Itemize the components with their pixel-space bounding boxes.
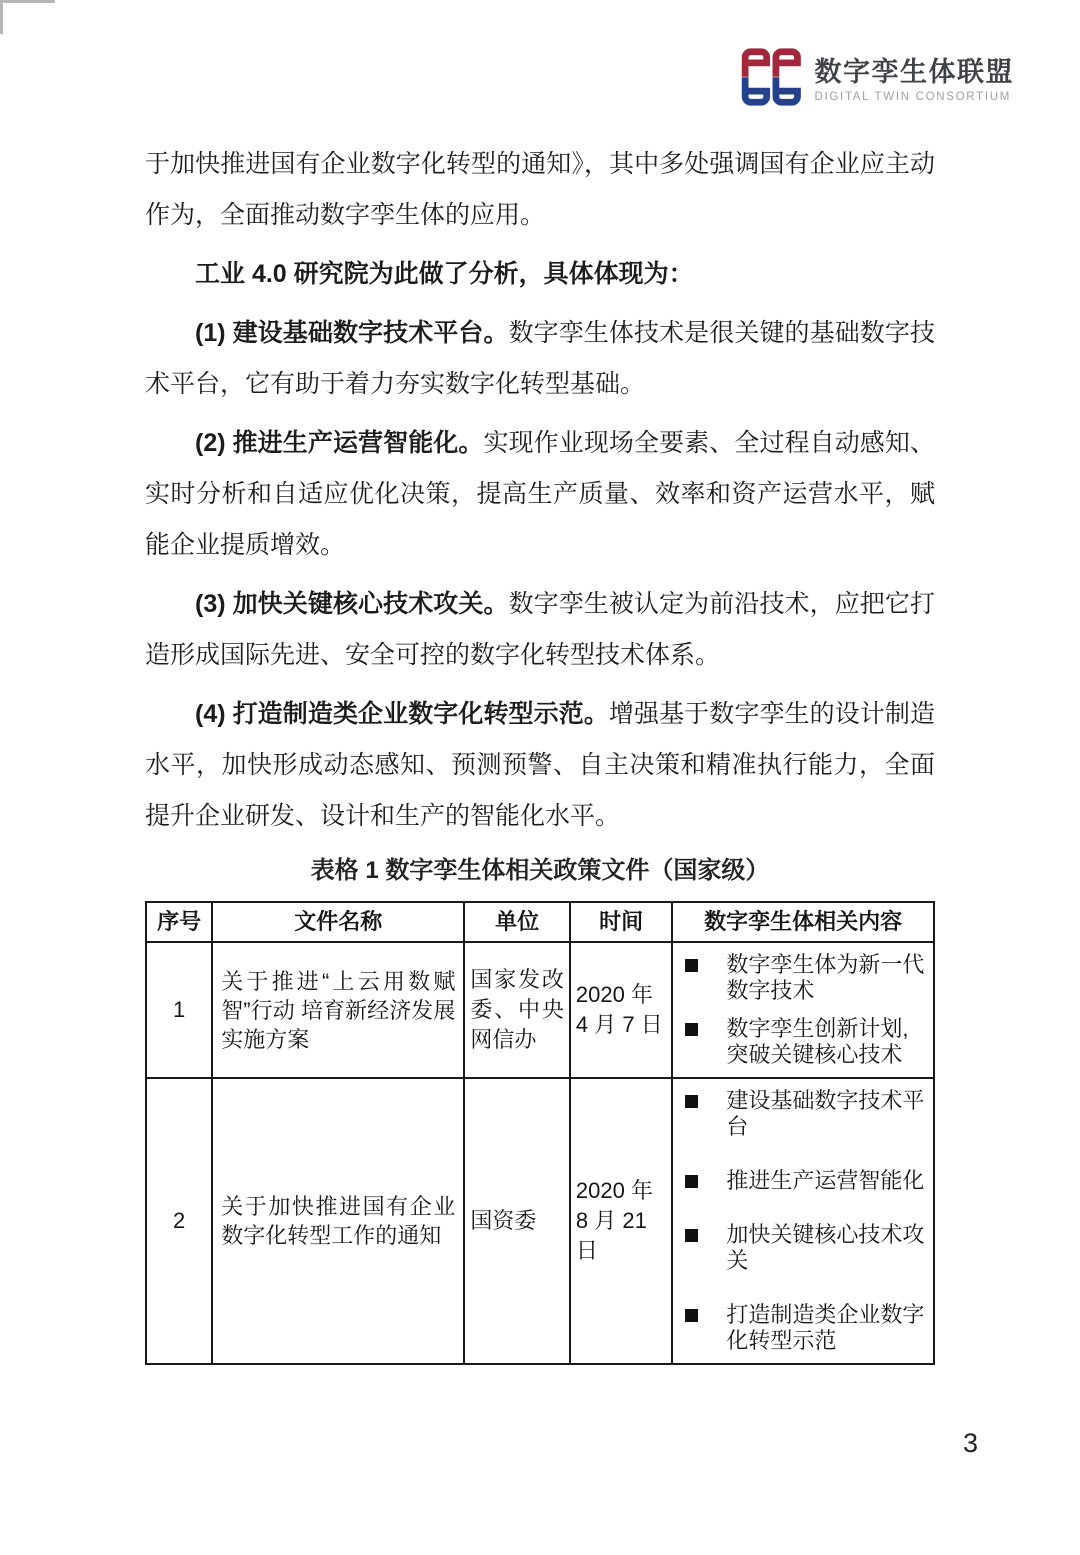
paragraph-point-4: [145, 689, 935, 842]
bullet-square-icon: [685, 1309, 698, 1322]
row2-date: 2020 年 8 月 21 日: [570, 1078, 672, 1364]
logo-title: 数字孪生体联盟: [814, 56, 1014, 87]
lead-text: (4) 打造制造类企业数字化转型示范。: [195, 700, 609, 728]
bullet-text: 打造制造类企业数字化转型示范: [726, 1302, 925, 1353]
page-number: 3: [963, 1428, 979, 1458]
header-cell-related-content: 数字孪生体相关内容: [672, 902, 934, 942]
row2-number: 2: [146, 1078, 212, 1364]
scan-corner-mark: [0, 0, 55, 34]
bullet-text: 建设基础数字技术平台: [726, 1088, 925, 1139]
bullet-square-icon: [685, 959, 698, 972]
page-content: [145, 139, 935, 1365]
body-text: 数字孪生体技术是很关键的基础数字技术平台，它有助于着力夯实数字化转型基础。: [145, 320, 935, 398]
body-text: 于加快推进国有企业数字化转型的通知》，其中多处强调国有企业应主动作为，全面推动数字孪生体的应用。: [145, 151, 935, 229]
list-item: [683, 1302, 925, 1354]
list-item: [683, 1222, 925, 1274]
body-text: 数字孪生被认定为前沿技术，应把它打造形成国际先进、安全可控的数字化转型技术体系。: [145, 591, 935, 669]
lead-text: (1) 建设基础数字技术平台。: [195, 319, 509, 347]
header-cell-document-name: 文件名称: [212, 902, 464, 942]
list-item: [683, 1168, 925, 1194]
body-text: 实现作业现场全要素、全过程自动感知、实时分析和自适应优化决策，提高生产质量、效率和资产运营水平，赋能企业提质增效。: [145, 430, 935, 559]
list-item: [683, 952, 925, 1004]
row1-number: 1: [146, 942, 212, 1078]
bullet-text: 数字孪生体为新一代数字技术: [726, 952, 925, 1003]
paragraph-intro: [145, 249, 935, 300]
paragraph-point-3: [145, 579, 935, 681]
row1-unit: 国家发改委、中央网信办: [464, 942, 570, 1078]
row2-document-name: 关于加快推进国有企业数字化转型工作的通知: [212, 1078, 464, 1364]
lead-text: 工业 4.0 研究院为此做了分析，具体体现为：: [195, 260, 694, 288]
lead-text: (2) 推进生产运营智能化。: [195, 429, 484, 457]
bullet-text: 推进生产运营智能化: [726, 1168, 925, 1193]
table-header-row: [146, 902, 934, 942]
paragraph-point-2: [145, 418, 935, 571]
list-item: [683, 1016, 925, 1068]
bullet-square-icon: [685, 1095, 698, 1108]
row1-date: 2020 年 4 月 7 日: [570, 942, 672, 1078]
logo-subtitle: DIGITAL TWIN CONSORTIUM: [814, 90, 1011, 103]
list-item: [683, 1088, 925, 1140]
header-cell-number: 序号: [146, 902, 212, 942]
bullet-text: 加快关键核心技术攻关: [726, 1222, 925, 1273]
bullet-square-icon: [685, 1023, 698, 1036]
table-row: [146, 1078, 934, 1364]
bullet-square-icon: [685, 1229, 698, 1242]
digital-twin-consortium-logo-icon: [739, 46, 803, 113]
header-cell-unit: 单位: [464, 902, 570, 942]
table-caption: 表格 1 数字孪生体相关政策文件（国家级）: [310, 857, 770, 884]
row2-related-content: [672, 1078, 934, 1364]
header-cell-date: 时间: [570, 902, 672, 942]
row1-document-name: 关于推进“上云用数赋智”行动 培育新经济发展实施方案: [212, 942, 464, 1078]
row1-related-content: [672, 942, 934, 1078]
paragraph-continuation: [145, 139, 935, 241]
paragraph-point-1: [145, 308, 935, 410]
logo: [739, 46, 1015, 113]
table-row: [146, 942, 934, 1078]
bullet-square-icon: [685, 1175, 698, 1188]
lead-text: (3) 加快关键核心技术攻关。: [195, 590, 509, 618]
body-text: 增强基于数字孪生的设计制造水平，加快形成动态感知、预测预警、自主决策和精准执行能力，全面提升企业研发、设计和生产的智能化水平。: [145, 701, 935, 830]
bullet-text: 数字孪生创新计划, 突破关键核心技术: [726, 1016, 909, 1067]
row2-unit: 国资委: [464, 1078, 570, 1364]
logo-text: [815, 57, 1015, 103]
policy-table: [145, 901, 935, 1365]
